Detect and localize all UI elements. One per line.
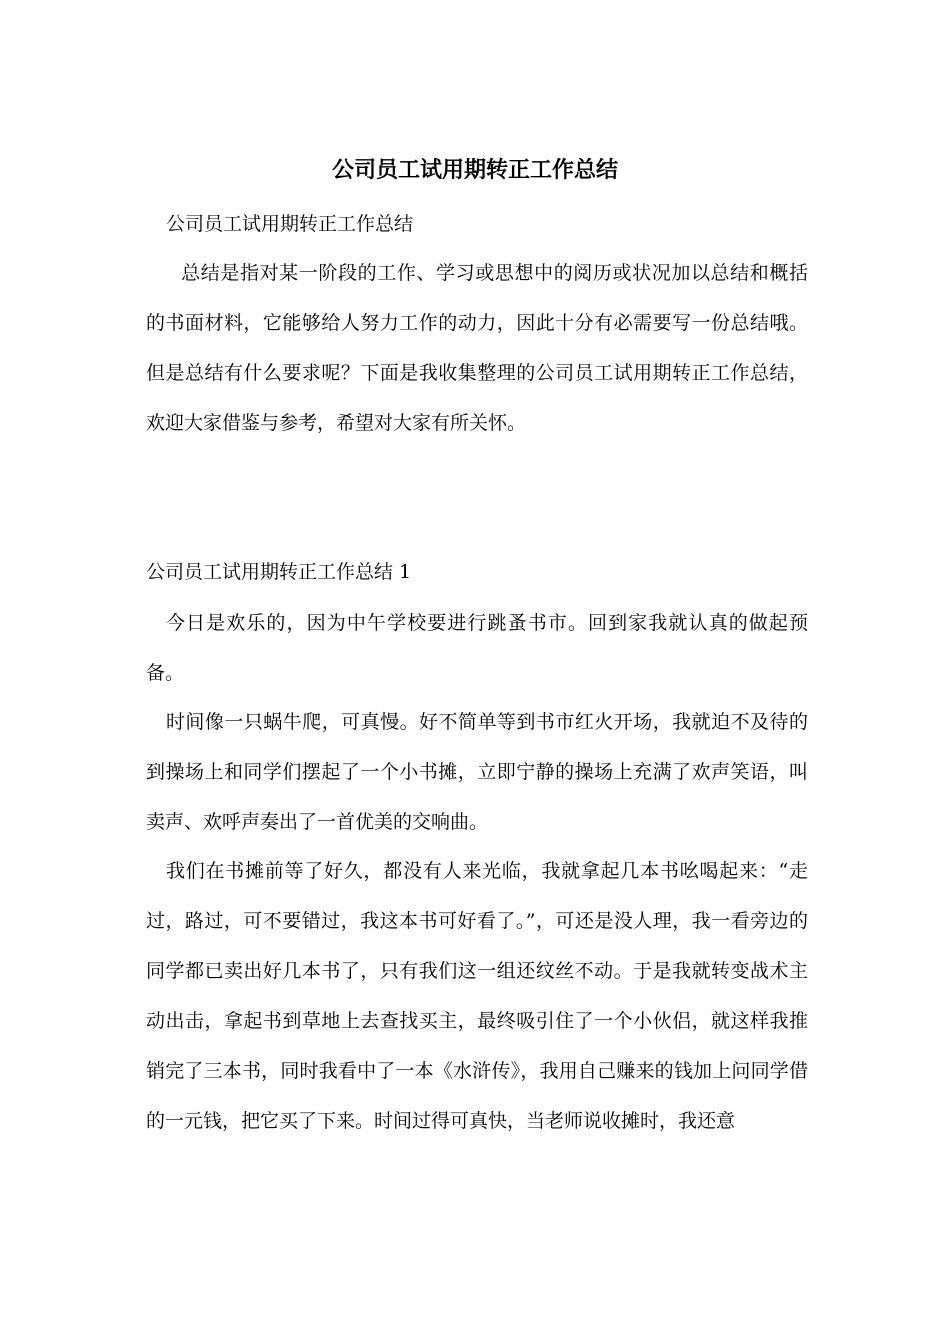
section-heading: 公司员工试用期转正工作总结 1 [146, 561, 412, 583]
body-paragraph-3: 我们在书摊前等了好久，都没有人来光临，我就拿起几本书吆喝起来：“走过，路过，可不要错过，我这本书可好看了。”，可还是没人理，我一看旁边的同学都已卖出好几本书了，只有我们这一组还纹丝不动。于是我就转变战术主动出击，拿起书到草地上去查找买主，最终吸引住了一个小伙侣，就这样我推销完了三本书，同时我看中了一本《水浒传》，我用自己赚来的钱加上问同学借的一元钱，把它买了下来。时间过得可真快，当老师说收摊时，我还意 [146, 860, 808, 1132]
document-subtitle: 公司员工试用期转正工作总结 [166, 213, 414, 235]
document-title: 公司员工试用期转正工作总结 [331, 157, 618, 183]
body-paragraph-2: 时间像一只蜗牛爬，可真慢。好不简单等到书市红火开场，我就迫不及待的到操场上和同学们摆起了一个小书摊，立即宁静的操场上充满了欢声笑语，叫卖声、欢呼声奏出了一首优美的交响曲。 [146, 711, 808, 833]
intro-paragraph: 总结是指对某一阶段的工作、学习或思想中的阅历或状况加以总结和概括的书面材料，它能够给人努力工作的动力，因此十分有必需要写一份总结哦。但是总结有什么要求呢？下面是我收集整理的公司员工试用期转正工作总结，欢迎大家借鉴与参考，希望对大家有所关怀。 [146, 262, 808, 434]
body-paragraph-1: 今日是欢乐的，因为中午学校要进行跳蚤书市。回到家我就认真的做起预备。 [146, 612, 808, 684]
